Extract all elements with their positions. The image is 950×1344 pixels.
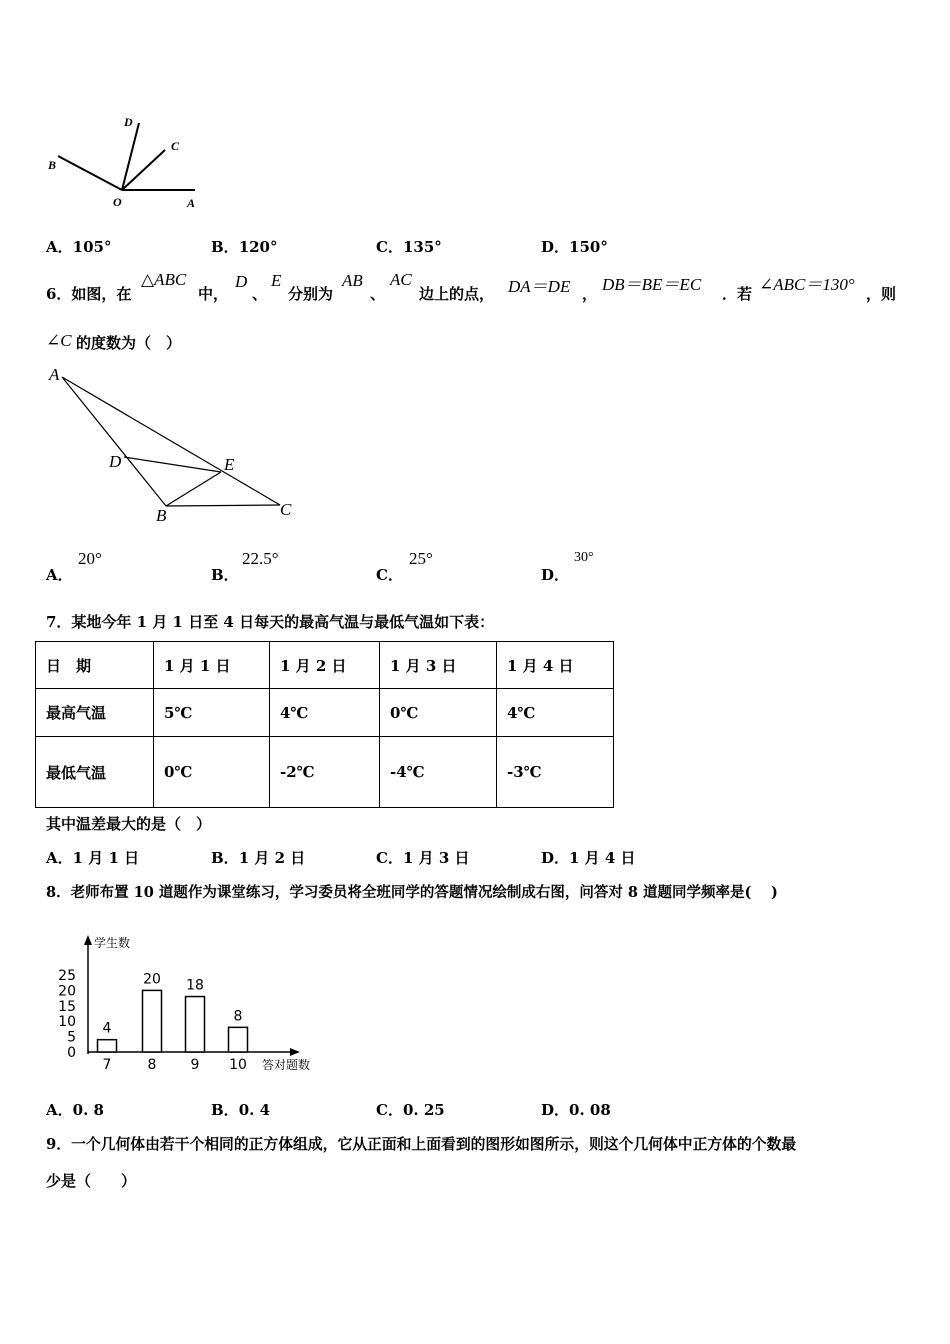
table-cell: -2℃ (270, 737, 380, 808)
q6-suffix: ，则 (866, 285, 897, 303)
label-o: O (113, 195, 122, 209)
q8-bar-chart (40, 925, 340, 1080)
table-cell: 1 月 3 日 (380, 642, 497, 689)
bar-value-label: 4 (102, 1020, 112, 1037)
q6-option-b-letter[interactable]: B． (211, 566, 239, 584)
table-cell: 最低气温 (36, 737, 154, 808)
table-row (36, 689, 614, 737)
ray-ob (58, 156, 122, 190)
y-axis-title: 学生数 (94, 936, 131, 950)
table-row (36, 737, 614, 808)
q9-line2: 少是（ ） (46, 1172, 137, 1190)
q7-option-c[interactable]: C．1 月 3 日 (376, 849, 470, 867)
bar-value-label: 18 (186, 977, 204, 994)
q5-option-a[interactable]: A．105° (46, 238, 112, 256)
q9-line1: 9．一个几何体由若干个相同的正方体组成，它从正面和上面看到的图形如图所示，则这个几何体中正方体的个数最 (46, 1136, 797, 1153)
y-tick-label: 10 (58, 1014, 76, 1031)
table-cell: 最高气温 (36, 689, 154, 737)
table-cell: 0℃ (154, 737, 270, 808)
y-tick-label: 20 (58, 983, 76, 1000)
temperature-table (35, 641, 614, 808)
q6-option-a-value[interactable]: 20° (78, 549, 102, 568)
bar-value-label: 20 (143, 971, 161, 988)
q5-option-b[interactable]: B．120° (211, 238, 278, 256)
table-cell: 1 月 2 日 (270, 642, 380, 689)
q6-option-d-letter[interactable]: D． (541, 566, 570, 584)
q6-triangle: △ABC (141, 270, 187, 289)
q6-side-ab: AB (342, 271, 363, 290)
q6-option-d-value[interactable]: 30° (574, 550, 594, 565)
q8-option-a[interactable]: A．0. 8 (46, 1101, 104, 1119)
y-tick-label: 25 (58, 968, 76, 984)
segment-ac (62, 377, 280, 505)
q7-option-b[interactable]: B．1 月 2 日 (211, 849, 306, 867)
q5-angle-figure (40, 110, 210, 215)
y-axis-arrow (84, 935, 92, 945)
table-cell: 4℃ (270, 689, 380, 737)
q7-stem: 7．某地今年 1 月 1 日至 4 日每天的最高气温与最低气温如下表： (46, 613, 495, 631)
q5-option-d[interactable]: D．150° (541, 238, 608, 256)
table-cell: -3℃ (497, 737, 614, 808)
table-cell: -4℃ (380, 737, 497, 808)
q6-option-a-letter[interactable]: A． (46, 566, 73, 584)
label-e: E (224, 455, 235, 474)
table-row (36, 642, 614, 689)
bar (186, 997, 205, 1052)
table-cell: 日 期 (36, 642, 154, 689)
label-a: A (49, 365, 60, 384)
q6-eq2: DB＝BE＝EC (602, 275, 702, 294)
table-cell: 0℃ (380, 689, 497, 737)
q6-side-ac: AC (390, 270, 412, 289)
x-tick-label: 8 (147, 1057, 157, 1073)
q7-question: 其中温差最大的是（ ） (46, 815, 212, 833)
bar-value-label: 8 (233, 1008, 243, 1025)
label-b: B (48, 158, 57, 172)
q8-stem: 8．老师布置 10 道题作为课堂练习，学习委员将全班同学的答题情况绘制成右图，问答对 8 道题同学频率是( ) (46, 884, 778, 901)
table-cell: 1 月 4 日 (497, 642, 614, 689)
q6-mid2: 分别为 (288, 285, 334, 303)
q5-option-c[interactable]: C．135° (376, 238, 442, 256)
x-axis-title: 答对题数 (262, 1058, 311, 1072)
q6-option-c-value[interactable]: 25° (409, 549, 433, 568)
ray-od (122, 123, 139, 190)
x-tick-label: 10 (229, 1057, 247, 1073)
label-c: C (280, 500, 292, 519)
q6-point-d: D (235, 272, 248, 291)
q6-option-c-letter[interactable]: C． (376, 566, 403, 584)
q6-comma: ， (582, 285, 598, 303)
segment-de (124, 457, 221, 472)
label-c: C (171, 139, 180, 153)
bar (143, 990, 162, 1052)
q6-mid3: 边上的点， (419, 285, 495, 303)
bar (229, 1027, 248, 1052)
q8-option-c[interactable]: C．0. 25 (376, 1101, 445, 1119)
segment-be (166, 472, 221, 506)
label-d: D (124, 115, 133, 129)
q6-point-e: E (271, 271, 282, 290)
q6-mid4: ．若 (722, 285, 753, 303)
label-a: A (187, 196, 196, 210)
q6-sep2: 、 (370, 285, 386, 303)
q6-prefix: 6．如图，在 (46, 285, 132, 303)
segment-bc (166, 505, 280, 506)
q6-line2-angle: ∠C (46, 331, 72, 350)
q6-triangle-figure (40, 360, 310, 530)
y-tick-label: 0 (67, 1045, 76, 1061)
y-tick-label: 5 (67, 1029, 76, 1046)
label-d: D (109, 452, 122, 471)
table-cell: 4℃ (497, 689, 614, 737)
q6-angle: ∠ABC＝130° (759, 275, 855, 294)
ray-oc (122, 150, 165, 190)
q6-sep1: 、 (252, 285, 268, 303)
segment-ab (62, 377, 166, 506)
q6-line2-text: 的度数为（ ） (76, 334, 182, 352)
q6-option-b-value[interactable]: 22.5° (242, 549, 279, 568)
q7-option-a[interactable]: A．1 月 1 日 (46, 849, 140, 867)
q8-option-b[interactable]: B．0. 4 (211, 1101, 271, 1119)
q7-option-d[interactable]: D．1 月 4 日 (541, 849, 636, 867)
q8-option-d[interactable]: D．0. 08 (541, 1101, 611, 1119)
table-cell: 1 月 1 日 (154, 642, 270, 689)
table-cell: 5℃ (154, 689, 270, 737)
x-axis-arrow (290, 1048, 300, 1056)
label-b: B (156, 506, 167, 525)
x-tick-label: 7 (102, 1057, 112, 1073)
q6-mid1: 中， (198, 285, 229, 303)
bar (98, 1040, 117, 1052)
x-tick-label: 9 (190, 1057, 200, 1073)
q6-eq1: DA＝DE (508, 277, 571, 296)
y-tick-label: 15 (58, 998, 76, 1015)
